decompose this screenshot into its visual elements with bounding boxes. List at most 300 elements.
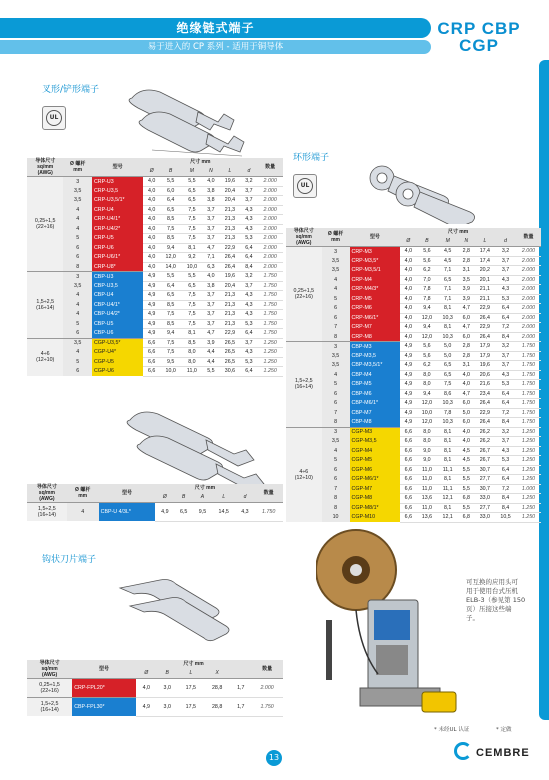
dim-cell: 4,5: [437, 247, 458, 257]
stud-cell: 3: [322, 427, 350, 437]
dim-cell: 4,3: [241, 224, 258, 234]
dim-cell: 11,0: [417, 484, 438, 494]
qty-cell: 2.000: [257, 243, 283, 253]
stud-cell: 3,5: [322, 437, 350, 447]
table-row: [27, 348, 283, 358]
dim-cell: 4,9: [143, 319, 160, 329]
dim-cell: 26,5: [219, 338, 240, 348]
type-code-cell: CBP-M3: [350, 342, 401, 352]
table-row: [27, 272, 283, 282]
dim-cell: 5,0: [437, 342, 458, 352]
type-code-cell: CBP-M8: [350, 418, 401, 428]
dim-cell: 6,5: [437, 361, 458, 371]
section-title-fork: 叉形/铲形端子: [42, 85, 100, 95]
stud-cell: 4: [63, 300, 92, 310]
dim-cell: 6,4: [241, 253, 258, 263]
logo-text: CEMBRE: [476, 747, 530, 759]
table-row: [286, 266, 541, 276]
qty-cell: 1.750: [254, 503, 283, 522]
dim-cell: 7,1: [437, 285, 458, 295]
dim-cell: 4,0: [400, 285, 416, 295]
stud-cell: 6: [63, 253, 92, 263]
type-code-cell: CRP-M4/3*: [350, 285, 401, 295]
dim-cell: 6,4: [495, 313, 516, 323]
dim-cell: 1,7: [230, 698, 251, 717]
dim-cell: 20,4: [219, 281, 240, 291]
qty-cell: 2.000: [251, 679, 283, 698]
dim-cell: 4,7: [458, 389, 474, 399]
table-row: [27, 186, 283, 196]
table-row: [286, 427, 541, 437]
col-dim-symbol: A: [193, 493, 212, 503]
dim-cell: 5,0: [458, 408, 474, 418]
dim-cell: 26,4: [219, 253, 240, 263]
dim-cell: 12,0: [417, 313, 438, 323]
dim-cell: 10,0: [417, 408, 438, 418]
dim-cell: 7,2: [495, 323, 516, 333]
type-code-cell: CRP-M8: [350, 332, 401, 342]
dim-cell: 5,5: [160, 177, 181, 187]
wire-size-cell: 0,25÷1,5 (22÷16): [286, 247, 322, 342]
dim-cell: 5,3: [241, 319, 258, 329]
dim-cell: 4,0: [400, 275, 416, 285]
dim-cell: 6,4: [241, 329, 258, 339]
type-code-cell: CGP-U6: [92, 367, 143, 377]
dim-cell: 30,7: [474, 465, 495, 475]
dim-cell: 6,5: [181, 186, 202, 196]
ring-terminal-table: [286, 228, 541, 523]
table-row: [286, 247, 541, 257]
dim-cell: 9,0: [417, 456, 438, 466]
stud-cell: 5: [322, 380, 350, 390]
stud-cell: 5: [322, 294, 350, 304]
dim-cell: 6,8: [458, 494, 474, 504]
dim-cell: 11,0: [417, 503, 438, 513]
stud-cell: 6: [63, 367, 92, 377]
dim-cell: 1,7: [230, 679, 251, 698]
qty-cell: 1.250: [516, 465, 541, 475]
dim-cell: 20,1: [474, 275, 495, 285]
section-title-ring: 环形端子: [293, 153, 330, 163]
dim-cell: 3,7: [495, 351, 516, 361]
dim-cell: 4,0: [202, 177, 219, 187]
dim-cell: 4,5: [458, 446, 474, 456]
dim-cell: 5,5: [181, 272, 202, 282]
qty-cell: 2.000: [516, 313, 541, 323]
dim-cell: 7,5: [181, 205, 202, 215]
page-title: 绝缘链式端子: [0, 18, 431, 38]
dim-cell: 4,7: [202, 243, 219, 253]
dim-cell: 8,1: [437, 475, 458, 485]
dim-cell: 6,5: [181, 196, 202, 206]
dim-cell: 4,3: [241, 215, 258, 225]
dim-cell: 4,0: [400, 304, 416, 314]
table-row: [27, 224, 283, 234]
dim-cell: 4,0: [143, 262, 160, 272]
dim-cell: 14,5: [212, 503, 236, 522]
dim-cell: 4,9: [400, 399, 416, 409]
dim-cell: 20,2: [474, 266, 495, 276]
dim-cell: 4,9: [400, 408, 416, 418]
qty-cell: 2.000: [516, 294, 541, 304]
dim-cell: 5,6: [417, 256, 438, 266]
qty-cell: 1.750: [516, 418, 541, 428]
dim-cell: 4,0: [143, 186, 160, 196]
type-code-cell: CBP-M6/1*: [350, 399, 401, 409]
dim-cell: 4,0: [458, 437, 474, 447]
ul-fork-terminal-table: [27, 484, 283, 522]
dim-cell: 7,2: [495, 484, 516, 494]
dim-cell: 5,6: [417, 247, 438, 257]
table-row: [286, 399, 541, 409]
dim-cell: 8,5: [160, 215, 181, 225]
cembre-logo-icon: [454, 742, 472, 760]
type-code-cell: CBP-M7: [350, 408, 401, 418]
stud-cell: 8: [322, 332, 350, 342]
dim-cell: 9,4: [160, 243, 181, 253]
qty-cell: 1.000: [516, 484, 541, 494]
type-code-cell: CBP-U3,5: [92, 281, 143, 291]
dim-cell: 7,8: [417, 285, 438, 295]
table-row: [286, 418, 541, 428]
qty-cell: 1.750: [257, 272, 283, 282]
table-row: [286, 456, 541, 466]
stud-cell: 3,5: [322, 351, 350, 361]
col-dim-symbol: N: [458, 237, 474, 247]
wire-size-cell: 4÷6 (12÷10): [286, 427, 322, 522]
dim-cell: 7,2: [495, 408, 516, 418]
dim-cell: 3,7: [202, 300, 219, 310]
col-dim-symbol: Ø: [136, 669, 157, 679]
col-type: 型号: [92, 158, 143, 177]
dim-cell: 7,5: [181, 300, 202, 310]
dim-cell: 8,1: [437, 456, 458, 466]
qty-cell: 2.000: [516, 275, 541, 285]
col-dim-symbol: L: [219, 167, 240, 177]
qty-cell: 2.000: [257, 205, 283, 215]
dim-cell: 21,3: [219, 215, 240, 225]
type-code-cell: CBP-U4/2*: [92, 310, 143, 320]
dim-cell: 3,7: [495, 266, 516, 276]
dim-cell: 3,7: [241, 196, 258, 206]
table-row: [286, 446, 541, 456]
dim-cell: 4,0: [143, 253, 160, 263]
dim-cell: 14,0: [160, 262, 181, 272]
table-row: [286, 475, 541, 485]
dim-cell: 5,6: [417, 351, 438, 361]
type-code-cell: CBP-U3: [92, 272, 143, 282]
stud-cell: 3: [63, 272, 92, 282]
crimping-machine-image: [316, 520, 460, 720]
col-wire-size: 导体尺寸 sq/mm (AWG): [286, 228, 322, 247]
col-type: 型号: [72, 660, 136, 679]
dim-cell: 3,8: [202, 281, 219, 291]
dim-cell: 21,3: [219, 319, 240, 329]
dim-cell: 8,0: [417, 370, 438, 380]
dim-cell: 4,9: [400, 389, 416, 399]
dim-cell: 3,0: [157, 698, 178, 717]
col-dim-symbol: M: [437, 237, 458, 247]
dim-cell: 4,0: [458, 370, 474, 380]
dim-cell: 13,6: [417, 494, 438, 504]
dim-cell: 26,7: [474, 446, 495, 456]
dim-cell: 8,1: [437, 503, 458, 513]
table-row: [27, 262, 283, 272]
dim-cell: 11,0: [181, 367, 202, 377]
col-dim-symbol: M: [181, 167, 202, 177]
dim-cell: 8,1: [181, 243, 202, 253]
ul-mark: UL: [46, 110, 62, 126]
table-row: [286, 304, 541, 314]
table-row: [27, 679, 283, 698]
dim-cell: 10,0: [160, 367, 181, 377]
dim-cell: 6,5: [437, 370, 458, 380]
dim-cell: 4,0: [143, 234, 160, 244]
dim-cell: 6,4: [495, 475, 516, 485]
dim-cell: 3,1: [458, 361, 474, 371]
qty-cell: 2.000: [516, 323, 541, 333]
qty-cell: 2.000: [257, 186, 283, 196]
dim-cell: 20,4: [219, 186, 240, 196]
table-row: [286, 503, 541, 513]
dim-cell: 4,0: [400, 294, 416, 304]
dim-cell: 4,9: [143, 291, 160, 301]
dim-cell: 28,8: [204, 698, 230, 717]
type-code-cell: CRP-U3,5: [92, 186, 143, 196]
dim-cell: 26,5: [219, 348, 240, 358]
dim-cell: 4,5: [437, 256, 458, 266]
dim-cell: 5,3: [495, 380, 516, 390]
dim-cell: 6,5: [181, 281, 202, 291]
stud-cell: 3,5: [322, 266, 350, 276]
dim-cell: 4,3: [241, 291, 258, 301]
dim-cell: 4,9: [400, 418, 416, 428]
table-row: [286, 275, 541, 285]
dim-cell: 6,6: [143, 357, 160, 367]
dim-cell: 23,4: [474, 389, 495, 399]
dim-cell: 6,0: [458, 313, 474, 323]
table-row: [286, 465, 541, 475]
dim-cell: 8,5: [160, 300, 181, 310]
type-code-cell: CRP-M6/1*: [350, 313, 401, 323]
stud-cell: 3,5: [63, 196, 92, 206]
dim-cell: 12,0: [417, 332, 438, 342]
type-code-cell: CBP-M4: [350, 370, 401, 380]
wire-size-cell: 4÷6 (12÷10): [27, 338, 63, 376]
series-codes: CRP CBP CGP: [437, 19, 521, 55]
dim-cell: 21,3: [219, 300, 240, 310]
dim-cell: 4,0: [400, 313, 416, 323]
dim-cell: 4,9: [400, 380, 416, 390]
dim-cell: 3,7: [202, 215, 219, 225]
dim-cell: 7,5: [181, 319, 202, 329]
type-code-cell: CBP-FPL30*: [72, 698, 136, 717]
dim-cell: 6,0: [458, 332, 474, 342]
dim-cell: 26,7: [474, 456, 495, 466]
qty-cell: 1.250: [516, 494, 541, 504]
dim-cell: 6,6: [400, 475, 416, 485]
qty-cell: 1.750: [516, 370, 541, 380]
dim-cell: 3,2: [241, 272, 258, 282]
qty-cell: 2.000: [257, 253, 283, 263]
col-qty: 数量: [251, 660, 283, 679]
stud-cell: 3: [322, 342, 350, 352]
dim-cell: 5,0: [437, 351, 458, 361]
table-row: [27, 234, 283, 244]
dim-cell: 19,6: [219, 272, 240, 282]
qty-cell: 2.000: [257, 262, 283, 272]
type-code-cell: CBP-U4: [92, 291, 143, 301]
dim-cell: 4,9: [143, 272, 160, 282]
dim-cell: 8,4: [495, 332, 516, 342]
qty-cell: 2.000: [516, 332, 541, 342]
stud-cell: 6: [322, 475, 350, 485]
col-dim-symbol: L: [178, 669, 204, 679]
stud-cell: 5: [63, 357, 92, 367]
type-code-cell: CRP-M5: [350, 294, 401, 304]
dim-cell: 4,3: [236, 503, 255, 522]
dim-cell: 4,0: [202, 272, 219, 282]
col-dims: 尺寸 mm: [143, 158, 257, 167]
dim-cell: 4,0: [400, 247, 416, 257]
dim-cell: 11,0: [417, 475, 438, 485]
qty-cell: 1.250: [516, 456, 541, 466]
col-dim-symbol: X: [204, 669, 230, 679]
dim-cell: 3,1: [458, 266, 474, 276]
col-dim-symbol: N: [202, 167, 219, 177]
qty-cell: 1.750: [257, 319, 283, 329]
dim-cell: 26,2: [474, 437, 495, 447]
table-row: [27, 281, 283, 291]
wire-size-cell: 1,5÷2,5 (16÷14): [27, 272, 63, 339]
blade-terminal-drawing: [110, 568, 250, 648]
type-code-cell: CGP-M3,5: [350, 437, 401, 447]
dim-cell: 17,5: [178, 679, 204, 698]
dim-cell: 4,9: [143, 300, 160, 310]
dim-cell: 11,1: [437, 465, 458, 475]
table-row: [286, 332, 541, 342]
qty-cell: 1.750: [257, 281, 283, 291]
dim-cell: 8,5: [160, 234, 181, 244]
dim-cell: 17,4: [474, 247, 495, 257]
table-row: [286, 313, 541, 323]
dim-cell: 9,4: [417, 389, 438, 399]
qty-cell: 1.750: [516, 361, 541, 371]
ul-certification-icon: [42, 106, 66, 130]
dim-cell: 33,0: [474, 513, 495, 523]
dim-cell: 8,5: [181, 338, 202, 348]
dim-cell: 7,5: [181, 291, 202, 301]
qty-cell: 2.000: [257, 177, 283, 187]
dim-cell: 4,0: [143, 205, 160, 215]
type-code-cell: CBP-M3,5: [350, 351, 401, 361]
dim-cell: 6,6: [400, 503, 416, 513]
dim-cell: 4,7: [458, 323, 474, 333]
dim-cell: 6,4: [495, 389, 516, 399]
table-row: [27, 243, 283, 253]
qty-cell: 1.750: [516, 408, 541, 418]
page-number: 13: [266, 750, 282, 766]
dim-cell: 8,1: [437, 437, 458, 447]
dim-cell: 4,9: [155, 503, 174, 522]
qty-cell: 1.750: [516, 399, 541, 409]
dim-cell: 21,1: [474, 294, 495, 304]
dim-cell: 33,0: [474, 494, 495, 504]
dim-cell: 9,4: [417, 304, 438, 314]
dim-cell: 6,0: [458, 418, 474, 428]
table-row: [286, 361, 541, 371]
qty-cell: 2.000: [257, 196, 283, 206]
dim-cell: 6,6: [143, 338, 160, 348]
type-code-cell: CRP-M4: [350, 275, 401, 285]
stud-cell: 4: [322, 275, 350, 285]
dim-cell: 6,6: [400, 427, 416, 437]
wire-size-cell: 1,5÷2,5 (16÷14): [286, 342, 322, 428]
col-dim-symbol: d: [495, 237, 516, 247]
dim-cell: 7,5: [181, 310, 202, 320]
ul-certification-icon: [293, 174, 317, 198]
dim-cell: 6,6: [400, 446, 416, 456]
dim-cell: 12,0: [160, 253, 181, 263]
type-code-cell: CGP-M8/1*: [350, 503, 401, 513]
dim-cell: 4,0: [143, 215, 160, 225]
dim-cell: 21,3: [219, 234, 240, 244]
cembre-logo: [454, 742, 530, 760]
dim-cell: 19,6: [474, 361, 495, 371]
stud-cell: 6: [322, 389, 350, 399]
stud-cell: 3: [63, 177, 92, 187]
stud-cell: 6: [322, 313, 350, 323]
qty-cell: 2.000: [257, 215, 283, 225]
dim-cell: 6,0: [160, 186, 181, 196]
dim-cell: 3,7: [202, 319, 219, 329]
dim-cell: 12,1: [437, 513, 458, 523]
dim-cell: 30,7: [474, 484, 495, 494]
qty-cell: 2.000: [257, 224, 283, 234]
dim-cell: 5,3: [241, 234, 258, 244]
dim-cell: 8,0: [417, 427, 438, 437]
dim-cell: 8,4: [241, 262, 258, 272]
qty-cell: 1.250: [516, 427, 541, 437]
dim-cell: 4,0: [400, 256, 416, 266]
qty-cell: 1.750: [251, 698, 283, 717]
col-dim-symbol: B: [160, 167, 181, 177]
dim-cell: 12,0: [417, 399, 438, 409]
dim-cell: 4,9: [400, 370, 416, 380]
type-code-cell: CRP-U3,5/1*: [92, 196, 143, 206]
stud-cell: 6: [322, 399, 350, 409]
stud-cell: 7: [322, 323, 350, 333]
qty-cell: 1.750: [516, 389, 541, 399]
dim-cell: 7,1: [437, 266, 458, 276]
qty-cell: 2.000: [516, 266, 541, 276]
dim-cell: 8,6: [437, 389, 458, 399]
qty-cell: 1.750: [516, 342, 541, 352]
dim-cell: 10,3: [437, 418, 458, 428]
dim-cell: 21,6: [474, 380, 495, 390]
dim-cell: 10,5: [495, 513, 516, 523]
table-row: [27, 357, 283, 367]
table-row: [27, 291, 283, 301]
qty-cell: 1.250: [516, 437, 541, 447]
footnote-order: * 定做: [496, 727, 512, 733]
stud-cell: 6: [322, 465, 350, 475]
dim-cell: 4,0: [458, 427, 474, 437]
dim-cell: 6,4: [160, 196, 181, 206]
table-row: [27, 253, 283, 263]
wire-size-cell: 0,25÷1,5 (22÷16): [27, 177, 63, 272]
dim-cell: 4,9: [136, 698, 157, 717]
